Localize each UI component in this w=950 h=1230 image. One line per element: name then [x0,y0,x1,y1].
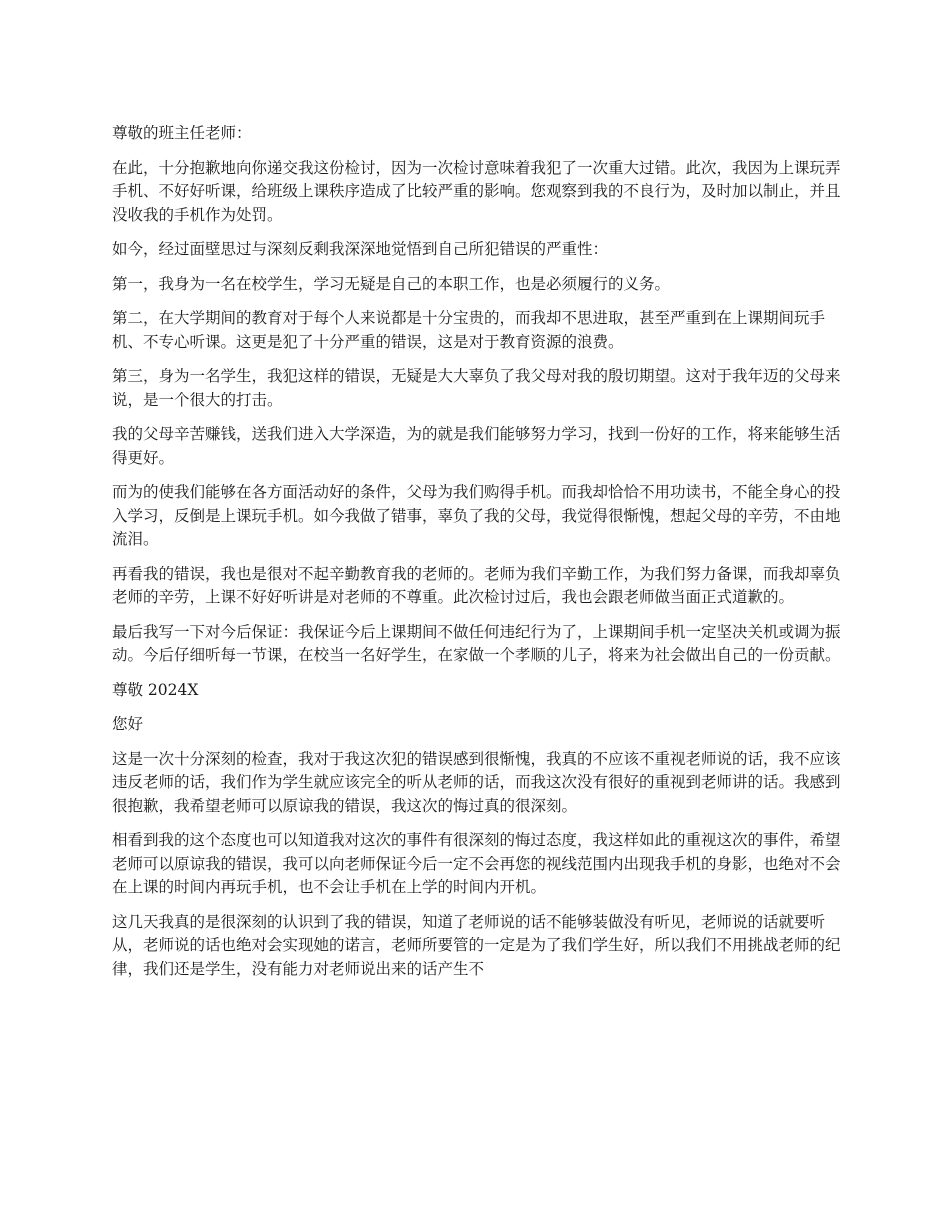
paragraph: 这几天我真的是很深刻的认识到了我的错误，知道了老师说的话不能够装做没有听见，老师说的话就要听从，老师说的话也绝对会实现她的诺言，老师所要管的一定是为了我们学生好，所以我们不用挑战老师的纪律，我们还是学生，没有能力对老师说出来的话产生不 [112,912,841,978]
paragraph: 第三，身为一名学生，我犯这样的错误，无疑是大大辜负了我父母对我的殷切期望。这对于我年迈的父母来说，是一个很大的打击。 [112,367,841,409]
second-salutation: 尊敬 2024X [112,680,199,699]
paragraph: 而为的使我们能够在各方面活动好的条件，父母为我们购得手机。而我却恰恰不用功读书，不能全身心的投入学习，反倒是上课玩手机。如今我做了错事，辜负了我的父母，我觉得很惭愧，想起父母的辛劳，不由地流泪。 [112,483,841,548]
paragraph: 如今，经过面壁思过与深刻反剩我深深地觉悟到自己所犯错误的严重性： [112,240,609,258]
paragraph: 在此，十分抱歉地向你递交我这份检讨，因为一次检讨意味着我犯了一次重大过错。此次，我因为上课玩弄手机、不好好听课，给班级上课秩序造成了比较严重的影响。您观察到我的不良行为，及时加以制止，并且没收我的手机作为处罚。 [112,158,841,224]
salutation: 尊敬的班主任老师： [112,124,252,142]
paragraph: 相看到我的这个态度也可以知道我对这次的事件有很深刻的悔过态度，我这样如此的重视这次的事件，希望老师可以原谅我的错误，我可以向老师保证今后一定不会再您的视线范围内出现我手机的身影，也绝对不会在上课的时间内再玩手机，也不会让手机在上学的时间内开机。 [112,831,841,896]
greeting: 您好 [112,715,144,733]
paragraph: 我的父母辛苦赚钱，送我们进入大学深造，为的就是我们能够努力学习，找到一份好的工作，将来能够生活得更好。 [112,425,841,467]
paragraph: 再看我的错误，我也是很对不起辛勤教育我的老师的。老师为我们辛勤工作，为我们努力备课，而我却辜负老师的辛劳，上课不好好听讲是对老师的不尊重。此次检讨过后，我也会跟老师做当面正式道歉的。 [112,564,841,606]
document-body [112,122,842,992]
paragraph: 第二，在大学期间的教育对于每个人来说都是十分宝贵的，而我却不思进取，甚至严重到在上课期间玩手机、不专心听课。这更是犯了十分严重的错误，这是对于教育资源的浪费。 [112,309,826,351]
paragraph: 最后我写一下对今后保证：我保证今后上课期间不做任何违纪行为了，上课期间手机一定坚决关机或调为振动。今后仔细听每一节课，在校当一名好学生，在家做一个孝顺的儿子，将来为社会做出自己的一份贡献。 [112,622,841,664]
paragraph: 第一，我身为一名在校学生，学习无疑是自己的本职工作，也是必须履行的义务。 [112,274,671,293]
paragraph: 这是一次十分深刻的检查，我对于我这次犯的错误感到很惭愧，我真的不应该不重视老师说的话，我不应该违反老师的话，我们作为学生就应该完全的听从老师的话，而我这次没有很好的重视到老师讲的话。我感到很抱歉，我希望老师可以原谅我的错误，我这次的悔过真的很深刻。 [112,749,841,815]
